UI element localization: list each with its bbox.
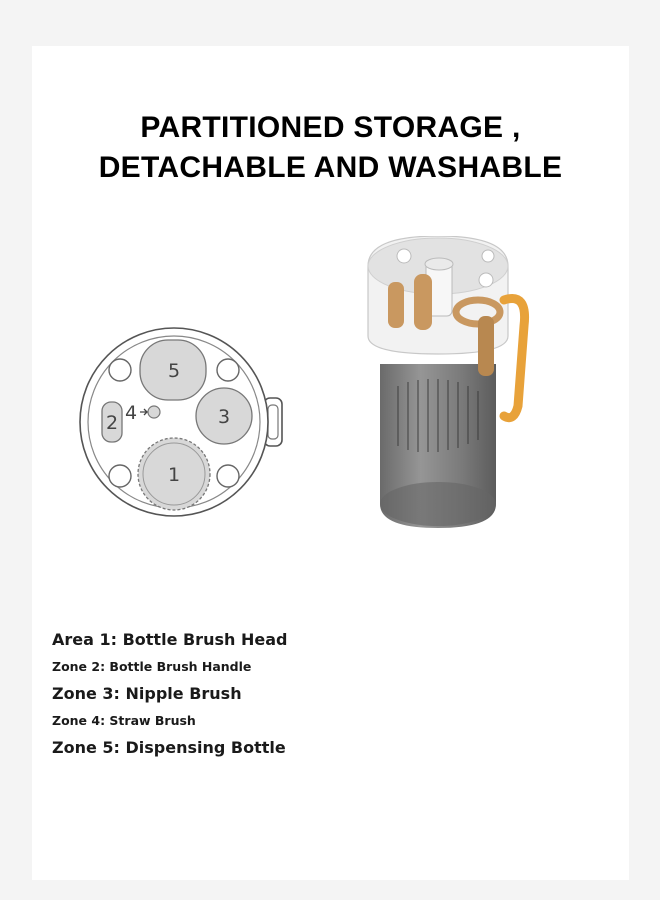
zone-5-number: 5 bbox=[167, 360, 181, 382]
legend-item-zone-1: Area 1: Bottle Brush Head bbox=[52, 630, 288, 649]
legend-item-zone-3: Zone 3: Nipple Brush bbox=[52, 684, 242, 703]
legend-item-zone-5: Zone 5: Dispensing Bottle bbox=[52, 738, 286, 757]
legend-item-zone-4: Zone 4: Straw Brush bbox=[52, 713, 196, 728]
zone-3-number: 3 bbox=[217, 406, 231, 428]
corner-hole bbox=[109, 359, 131, 381]
zone-legend bbox=[52, 626, 287, 761]
compartment-diagram bbox=[78, 326, 290, 522]
zone-4-slot bbox=[148, 406, 160, 418]
zone-4-number: 4 bbox=[124, 402, 138, 424]
brush-canister-illustration bbox=[358, 236, 538, 532]
headline-line-2: DETACHABLE AND WASHABLE bbox=[98, 151, 563, 184]
corner-hole bbox=[217, 359, 239, 381]
headline bbox=[32, 108, 629, 188]
corner-hole bbox=[217, 465, 239, 487]
corner-hole bbox=[109, 465, 131, 487]
product-card bbox=[32, 46, 629, 880]
zone-2-number: 2 bbox=[105, 412, 119, 434]
headline-line-1: PARTITIONED STORAGE , bbox=[140, 111, 521, 144]
legend-item-zone-2: Zone 2: Bottle Brush Handle bbox=[52, 659, 252, 674]
zone-1-number: 1 bbox=[167, 464, 181, 486]
